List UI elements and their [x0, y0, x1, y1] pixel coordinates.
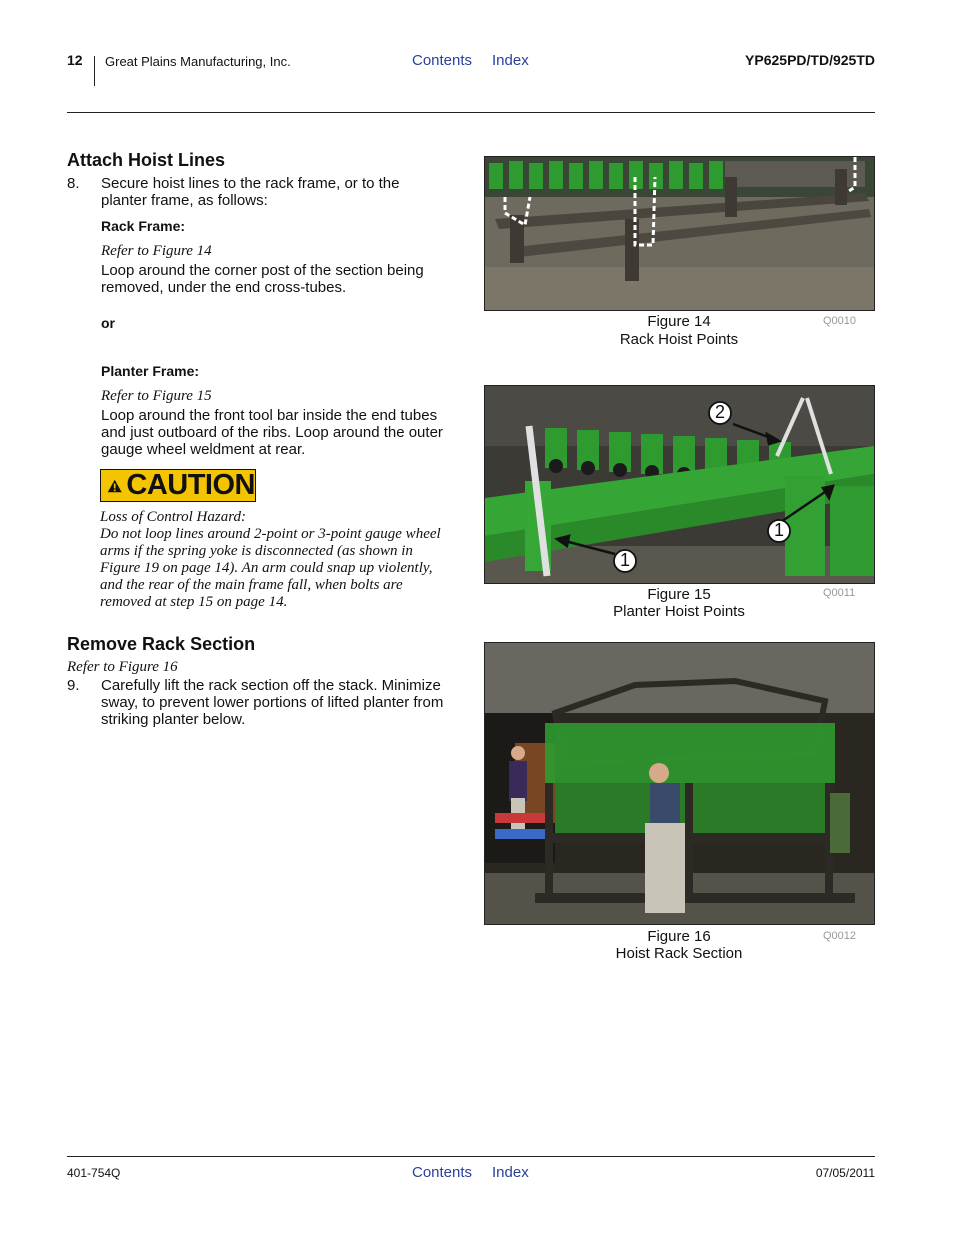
figure-16-photo — [484, 642, 875, 925]
rack-figure-reference: Refer to Figure 14 — [101, 243, 212, 259]
callout-1-lower: 1 — [619, 550, 630, 570]
step-number-8: 8. — [67, 175, 80, 192]
figure-14-code: Q0010 — [823, 315, 857, 327]
step-8-line-2: planter frame, as follows: — [101, 192, 268, 209]
section-title-remove-rack-section: Remove Rack Section — [67, 634, 256, 654]
or-label: or — [101, 315, 115, 331]
step-9-line-2: sway, to prevent lower portions of lifted planter from — [101, 694, 444, 711]
figure-16-code: Q0012 — [823, 930, 857, 942]
hazard-line-1: Do not loop lines around 2-point or 3-point gauge wheel — [100, 526, 441, 542]
document-number: 401-754Q — [67, 1166, 121, 1180]
header-divider — [94, 56, 95, 86]
hazard-line-5: removed at step 15 on page 14. — [100, 594, 288, 610]
figure-14-caption: Rack Hoist Points — [619, 331, 739, 348]
model-number: YP625PD/TD/925TD — [745, 52, 875, 68]
callout-1-upper: 1 — [773, 520, 784, 540]
header-contents-link[interactable]: Contents — [412, 52, 473, 69]
rack-instruction-line-1: Loop around the corner post of the section being — [101, 262, 424, 279]
figure-15-code: Q0011 — [823, 587, 856, 599]
figure-15-caption: Planter Hoist Points — [613, 603, 745, 620]
callout-2: 2 — [714, 402, 725, 422]
rack-instruction-line-2: removed, under the end cross-tubes. — [101, 279, 347, 296]
hazard-line-3: Figure 19 on page 14). An arm could snap up violently, — [100, 560, 433, 576]
revision-date: 07/05/2011 — [815, 1166, 875, 1180]
company-name: Great Plains Manufacturing, Inc. — [105, 54, 291, 69]
header-index-link[interactable]: Index — [492, 52, 529, 69]
step-9-line-3: striking planter below. — [101, 711, 246, 728]
section-title-attach-hoist-lines: Attach Hoist Lines — [67, 150, 226, 170]
figure-16-label: Figure 16 — [647, 928, 711, 945]
header-rule — [67, 112, 875, 113]
rack-frame-label: Rack Frame: — [101, 218, 186, 234]
step-8-line-1: Secure hoist lines to the rack frame, or to the — [101, 175, 400, 192]
step-number-9: 9. — [67, 677, 80, 694]
figure-16-caption: Hoist Rack Section — [615, 945, 743, 962]
planter-frame-label: Planter Frame: — [101, 363, 200, 379]
figure-15-label: Figure 15 — [647, 586, 711, 603]
warning-triangle-icon — [107, 476, 122, 496]
footer-contents-link[interactable]: Contents — [412, 1164, 473, 1181]
planter-instruction-line-3: gauge wheel weldment at rear. — [101, 441, 306, 458]
figure-14-photo — [484, 156, 875, 311]
figure-15-photo — [484, 385, 875, 584]
caution-word: CAUTION — [126, 469, 255, 501]
figure-14-label: Figure 14 — [647, 313, 711, 330]
planter-instruction-line-1: Loop around the front tool bar inside the end tubes — [101, 407, 438, 424]
footer-rule — [67, 1156, 875, 1157]
caution-label — [100, 469, 256, 502]
rack-section-figure-reference: Refer to Figure 16 — [67, 659, 178, 675]
hazard-title: Loss of Control Hazard: — [100, 509, 247, 525]
step-9-line-1: Carefully lift the rack section off the stack. Minimize — [101, 677, 441, 694]
planter-instruction-line-2: and just outboard of the ribs. Loop around the outer — [101, 424, 443, 441]
hazard-line-4: and the rear of the main frame fall, when bolts are — [100, 577, 403, 593]
hazard-line-2: arms if the spring yoke is disconnected (as shown in — [100, 543, 413, 559]
footer-index-link[interactable]: Index — [492, 1164, 529, 1181]
planter-figure-reference: Refer to Figure 15 — [101, 388, 212, 404]
page-number: 12 — [67, 52, 83, 68]
